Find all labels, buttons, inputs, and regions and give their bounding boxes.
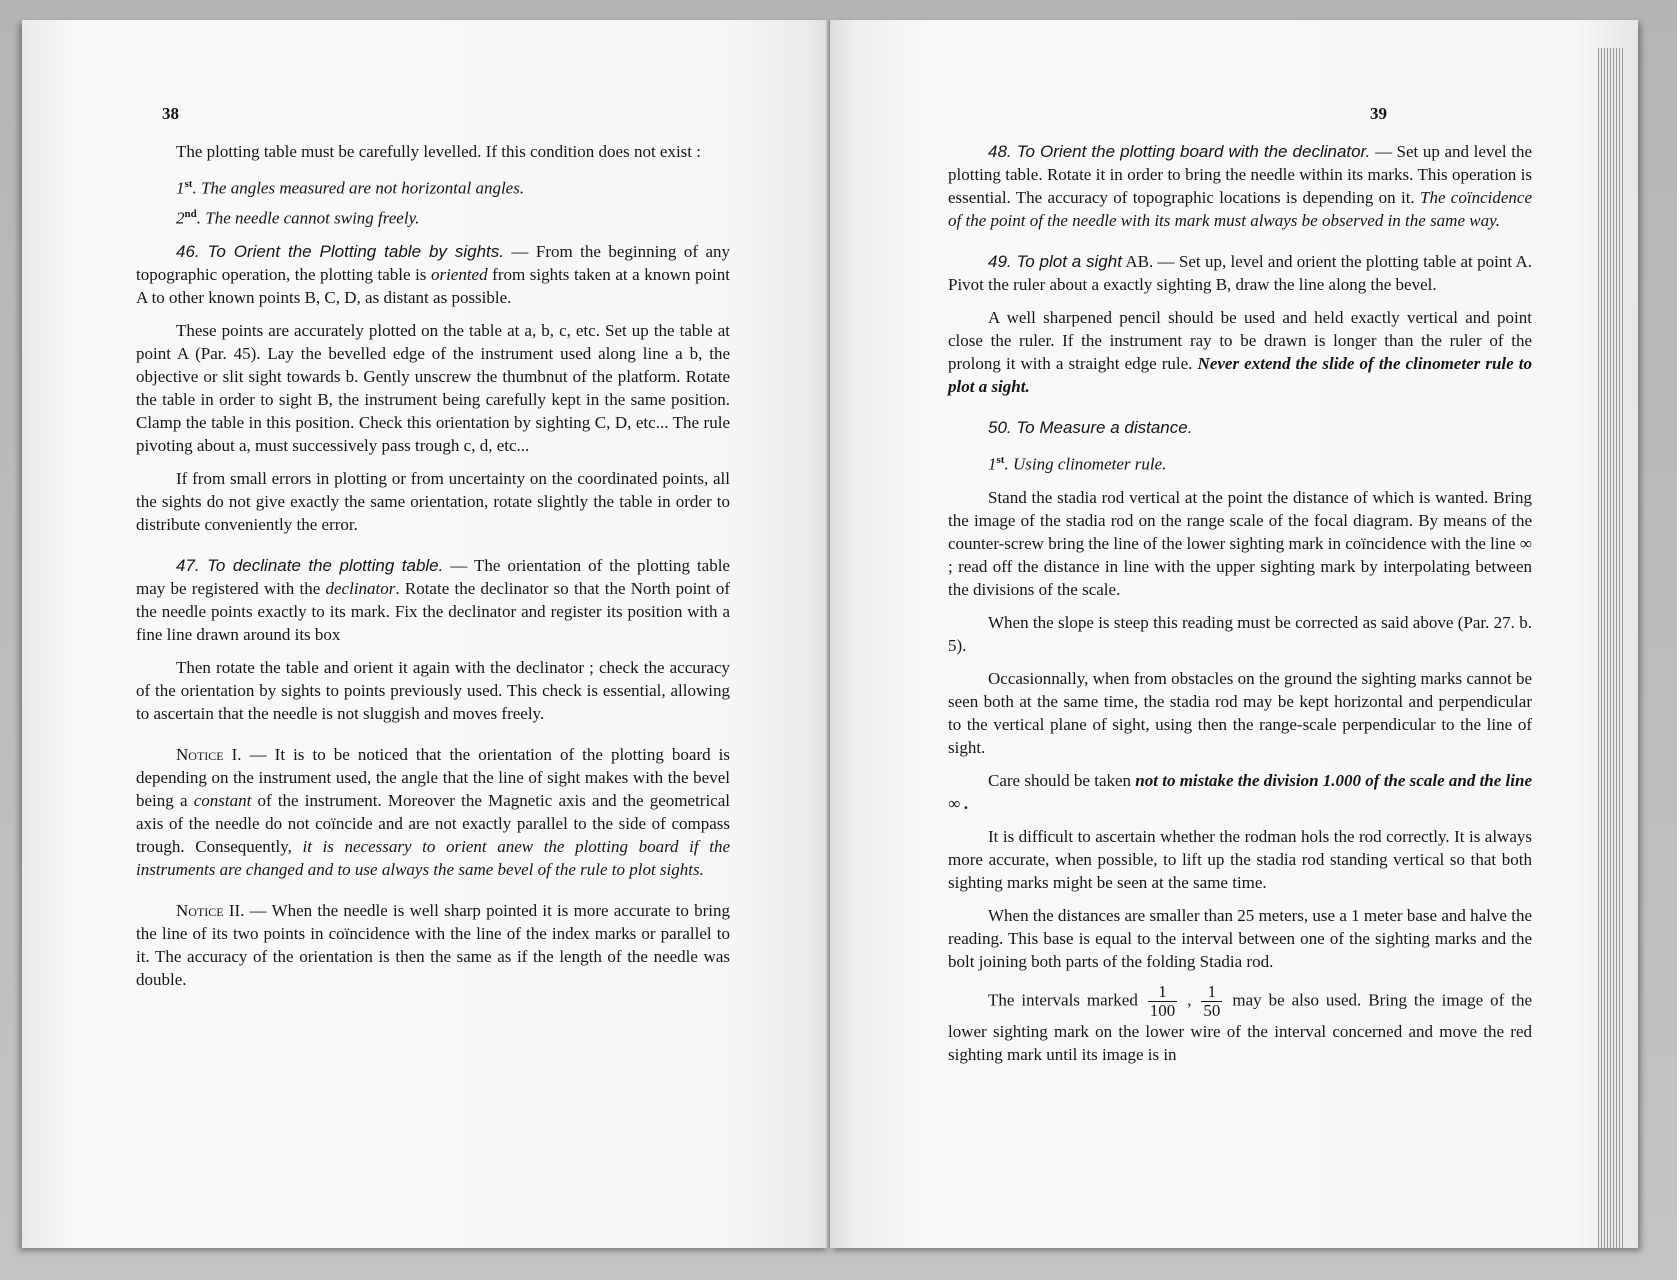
section-48-emphasis: The coïncidence of the point of the needle with its mark must always be observed in the same way.	[948, 188, 1532, 230]
section-50-paragraph-6: When the distances are smaller than 25 meters, use a 1 meter base and halve the reading. This base is equal to the interval between one of the sighting marks and the bolt joining both parts of the folding Stadia rod.	[948, 905, 1532, 971]
section-50-subheading	[948, 449, 1532, 476]
section-50-paragraph-5: It is difficult to ascertain whether the rodman hols the rod correctly. It is always more accurate, when possible, to lift up the stadia rod standing vertical so that both sighting marks might be seen at the same time.	[948, 826, 1532, 892]
section-49-heading-ab: AB.	[1121, 252, 1154, 271]
section-47-heading: 47. To declinate the plotting table.	[176, 556, 444, 576]
subheading-ordinal: 1	[988, 454, 997, 474]
section-50-paragraph-2: When the slope is steep this reading must be corrected as said above (Par. 27. b. 5).	[948, 612, 1532, 655]
page-edges	[1598, 48, 1624, 1248]
fraction-denominator: 100	[1149, 1000, 1176, 1020]
left-page-text	[136, 140, 730, 1001]
section-49-heading: 49. To plot a sight	[988, 252, 1122, 271]
left-page	[22, 20, 830, 1248]
section-49-paragraph	[948, 250, 1532, 296]
notice-2-label: Notice II.	[176, 901, 245, 921]
section-46-text: — From the beginning of any topographic operation, the plotting table is	[136, 242, 730, 285]
list-text: . The needle cannot swing freely.	[196, 208, 420, 228]
notice-1-paragraph	[136, 743, 730, 881]
section-49-paragraph-2	[948, 306, 1532, 398]
section-49-emphasis: Never extend the slide of the clinometer rule to plot a sight.	[948, 354, 1532, 396]
list-ordinal-suffix: nd	[184, 207, 197, 220]
section-46-paragraph-3: If from small errors in plotting or from uncertainty on the coordinated points, all the sights do not give exactly the same orientation, rotate slightly the table in order to distribute conveniently the error.	[136, 469, 730, 535]
notice-1-emphasis: constant	[193, 791, 252, 811]
fraction-numerator: 1	[1148, 983, 1178, 1002]
section-50-text-7: The intervals marked	[988, 990, 1145, 1010]
section-46-heading: 46. To Orient the Plotting table by sights.	[176, 242, 504, 262]
notice-2-paragraph	[136, 899, 730, 991]
section-50-paragraph-7	[948, 983, 1532, 1066]
section-46-emphasis: oriented	[430, 265, 488, 285]
notice-2-text: — When the needle is well sharp pointed it is more accurate to bring the line of its two points in coïncidence with the line of the index marks or parallel to it. The accuracy of the orientation is then the same as if the length of the needle was double.	[136, 901, 730, 990]
page-number-left: 38	[162, 104, 179, 123]
section-50-paragraph-3: Occasionnally, when from obstacles on the ground the sighting marks cannot be seen both at the same time, the stadia rod may be kept horizontal and perpendicular to the vertical plane of sight, using then the range-scale perpendicular to the line of sight.	[948, 668, 1532, 757]
section-50-paragraph-1: Stand the stadia rod vertical at the point the distance of which is wanted. Bring the image of the stadia rod on the range scale of the focal diagram. By means of the counter-screw bring the line of the lower sighting mark in coïncidence with the line ∞ ; read off the distance in line with the upper sighting mark by interpolating between the divisions of the scale.	[948, 487, 1532, 599]
list-ordinal: 1	[176, 178, 185, 198]
list-ordinal: 2	[176, 208, 185, 228]
section-48-paragraph	[948, 140, 1532, 232]
right-page-text	[948, 140, 1532, 1076]
notice-1-emphasis-2: it is necessary to orient anew the plotting board if the instruments are changed and to use always the same bevel of the rule to plot sights.	[136, 837, 730, 880]
right-page	[830, 20, 1638, 1248]
notice-1-text: — It is to be noticed that the orientation of the plotting board is depending on the instrument used, the angle that the line of sight makes with the bevel being a	[136, 745, 730, 811]
fraction-1-100	[1148, 983, 1178, 1020]
section-49-text: — Set up, level and orient the plotting table at point A. Pivot the ruler about a exactly sighting B, draw the line along the bevel.	[948, 252, 1532, 294]
section-47-paragraph-2: Then rotate the table and orient it again with the declinator ; check the accuracy of the orientation by sights to points previously used. This check is essential, allowing to ascertain that the needle is not sluggish and moves freely.	[136, 658, 730, 724]
notice-1-label: Notice I.	[176, 745, 242, 765]
section-50-emphasis-4: not to mistake the division 1.000 of the scale and the line ∞ .	[948, 770, 1532, 813]
section-46-paragraph-2: These points are accurately plotted on the table at a, b, c, etc. Set up the table at point A (Par. 45). Lay the bevelled edge of the instrument used along line a b, the objective or slit sight towards b. Gently unscrew the thumbnut of the platform. Rotate the table in order to sight B, the instrument being carefully kept in the same position. Clamp the table in this position. Check this orientation by sighting C, D, etc... The rule pivoting about a, must successively pass trough c, d, etc...	[136, 321, 730, 456]
subheading-text: . Using clinometer rule.	[1004, 454, 1167, 474]
condition-list-item	[136, 203, 730, 230]
fraction-denominator: 50	[1203, 1000, 1221, 1020]
section-50-heading: 50. To Measure a distance.	[988, 418, 1193, 437]
section-50-text-7-end: may be also used. Bring the image of the lower sighting mark on the lower wire of the interval concerned and move the red sighting mark until its image is in	[948, 990, 1532, 1064]
section-49-text-2: A well sharpened pencil should be used and held exactly vertical and point close the ruler. If the instrument ray to be drawn is longer than the ruler of the prolong it with a straight edge rule.	[948, 308, 1532, 373]
fraction-1-50	[1201, 983, 1222, 1020]
fraction-separator: ,	[1180, 990, 1199, 1010]
condition-list-item	[136, 173, 730, 200]
section-47-text-end: . Rotate the declinator so that the North point of the needle points exactly to its mark. Fix the declinator and register its position with a fine line drawn around its box	[136, 579, 730, 645]
section-47-emphasis: declinator	[325, 579, 396, 599]
list-ordinal-suffix: st	[184, 178, 193, 190]
section-50-heading-line	[948, 416, 1532, 439]
list-text: . The angles measured are not horizontal angles.	[192, 178, 525, 198]
section-47-text: — The orientation of the plotting table may be registered with the	[136, 556, 730, 599]
intro-paragraph: The plotting table must be carefully levelled. If this condition does not exist :	[176, 142, 701, 161]
section-50-text-4: Care should be taken	[988, 770, 1136, 790]
section-47-paragraph	[136, 554, 730, 646]
section-46-paragraph	[136, 240, 730, 309]
page-number-right: 39	[1370, 104, 1387, 123]
section-46-text-end: from sights taken at a known point A to other known points B, C, D, as distant as possible.	[136, 265, 730, 308]
notice-1-text-mid: of the instrument. Moreover the Magnetic axis and the geometrical axis of the needle do not coïncide and are not exactly parallel to the side of compass trough. Consequently,	[136, 791, 730, 857]
subheading-ordinal-suffix: st	[996, 454, 1005, 466]
section-50-paragraph-4	[948, 769, 1532, 815]
section-48-text: — Set up and level the plotting table. Rotate it in order to bring the needle within its marks. This operation is essential. The accuracy of topographic locations is depending on it.	[948, 142, 1533, 207]
fraction-numerator: 1	[1201, 983, 1222, 1002]
section-48-heading: 48. To Orient the plotting board with the declinator.	[988, 142, 1371, 161]
